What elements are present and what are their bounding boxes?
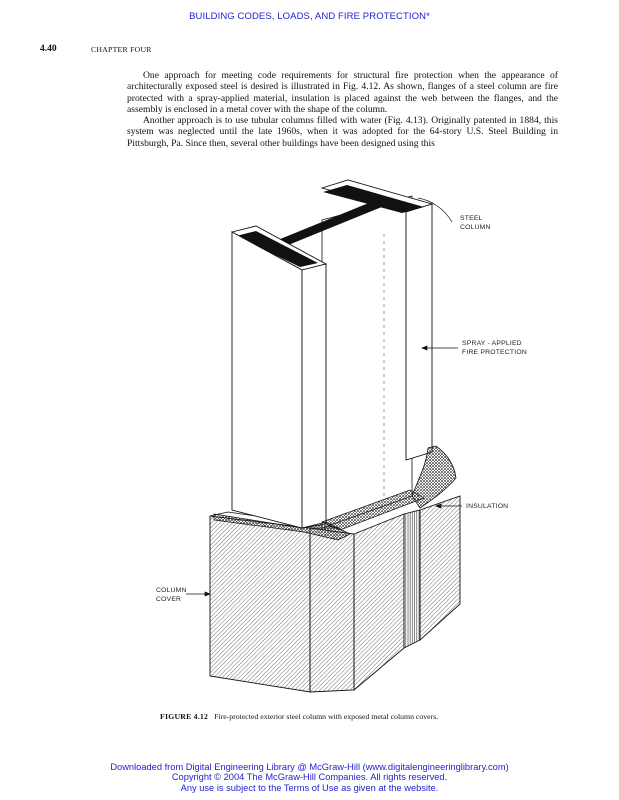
figure-caption [160, 712, 580, 721]
caption-label: FIGURE 4.12 [160, 712, 209, 721]
label-insulation: INSULATION [466, 503, 509, 510]
page-number: 4.40 [40, 44, 57, 54]
chapter-title: CHAPTER FOUR [91, 45, 152, 54]
footer-line-2: Copyright © 2004 The McGraw-Hill Companies. All rights reserved. [171, 772, 448, 783]
label-cover-2: COVER [156, 596, 182, 603]
footer-line-1[interactable]: Downloaded from Digital Engineering Library @ McGraw-Hill (www.digitalengineeringlibrary.com) [110, 762, 509, 772]
label-steel-column-2: COLUMN [460, 224, 491, 231]
caption-text: Fire-protected exterior steel column with exposed metal column covers. [214, 712, 439, 721]
paragraph-1: One approach for meeting code requirements for structural fire protection when the appearance of architecturally exposed steel is desired is illustrated in Fig. 4.12. As shown, flanges of a steel column are fire protected with a spray-applied material, insulation is placed against the web between the flanges, and the assembly is enclosed in a metal cover with the shape of the column. [127, 70, 558, 115]
paragraph-2: Another approach is to use tubular columns filled with water (Fig. 4.13). Originally patented in 1884, this system was neglected until the late 1960s, when it was adopted for the 64-story U.S. Steel Building in Pittsburgh, Pa. Since then, several other buildings have been designed using this [127, 115, 558, 149]
label-spray-2: FIRE PROTECTION [462, 349, 527, 356]
footer [0, 762, 619, 793]
label-steel-column-1: STEEL [460, 215, 483, 222]
label-cover-1: COLUMN [156, 587, 187, 594]
label-spray-1: SPRAY - APPLIED [462, 340, 522, 347]
steel-column-web [322, 196, 412, 528]
running-header: BUILDING CODES, LOADS, AND FIRE PROTECTION* [189, 11, 430, 22]
footer-line-3: Any use is subject to the Terms of Use as given at the website. [180, 782, 439, 793]
steel-column-front-flange [232, 226, 326, 528]
